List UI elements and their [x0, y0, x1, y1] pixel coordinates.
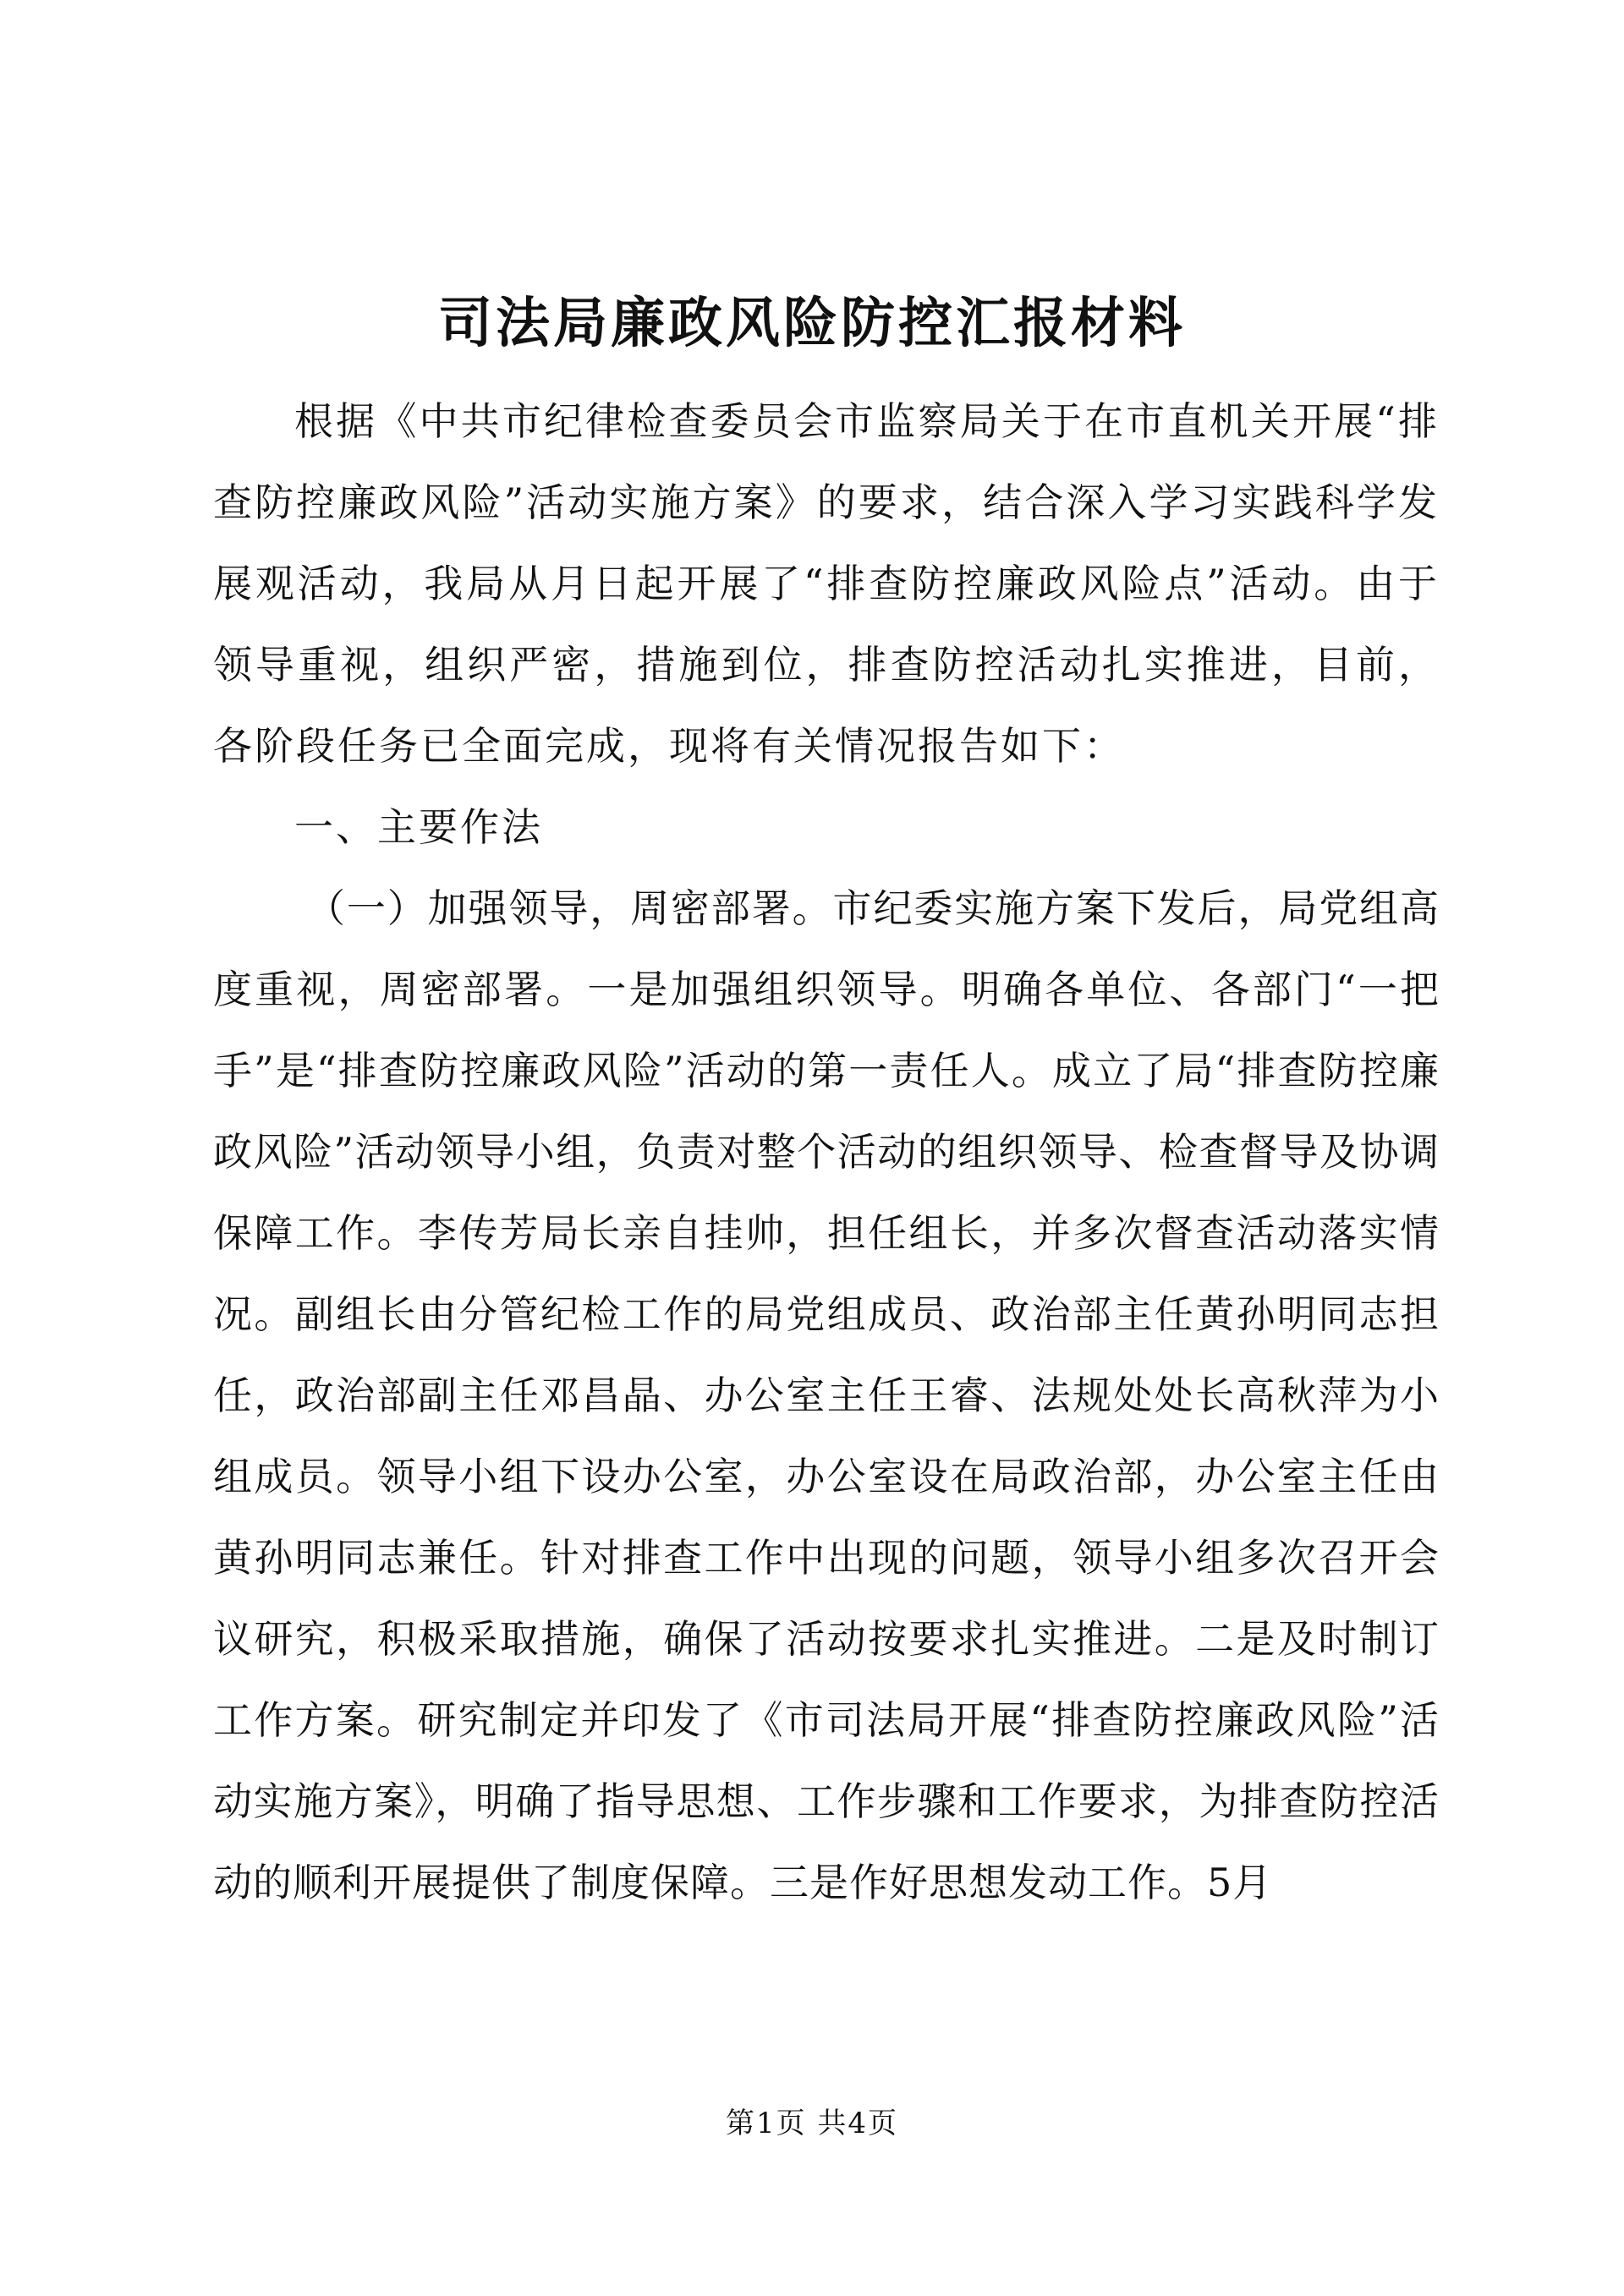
page-indicator: 第1页 共4页 — [725, 2107, 899, 2140]
document-title: 司法局廉政风险防控汇报材料 — [438, 292, 1186, 355]
document-body — [213, 381, 1440, 1923]
section-heading-main-practices: 一、主要作法 — [294, 804, 543, 850]
paragraph-leadership: （一）加强领导，周密部署。市纪委实施方案下发后，局党组高度重视，周密部署。一是加强组织领导。明确各单位、各部门“一把手”是“排查防控廉政风险”活动的第一责任人。成立了局“排查防控廉政风险”活动领导小组，负责对整个活动的组织领导、检查督导及协调保障工作。李传芳局长亲自挂帅，担任组长，并多次督查活动落实情况。副组长由分管纪检工作的局党组成员、政治部主任黄孙明同志担任，政治部副主任邓昌晶、办公室主任王睿、法规处处长高秋萍为小组成员。领导小组下设办公室，办公室设在局政治部，办公室主任由黄孙明同志兼任。针对排查工作中出现的问题，领导小组多次召开会议研究，积极采取措施，确保了活动按要求扎实推进。二是及时制订工作方案。研究制定并印发了《市司法局开展“排查防控廉政风险”活动实施方案》，明确了指导思想、工作步骤和工作要求，为排查防控活动的顺利开展提供了制度保障。三是作好思想发动工作。5月 — [213, 885, 1440, 1905]
paragraph-intro: 根据《中共市纪律检查委员会市监察局关于在市直机关开展“排查防控廉政风险”活动实施方案》的要求，结合深入学习实践科学发展观活动，我局从月日起开展了“排查防控廉政风险点”活动。由于领导重视，组织严密，措施到位，排查防控活动扎实推进，目前，各阶段任务已全面完成，现将有关情况报告如下： — [213, 398, 1440, 769]
